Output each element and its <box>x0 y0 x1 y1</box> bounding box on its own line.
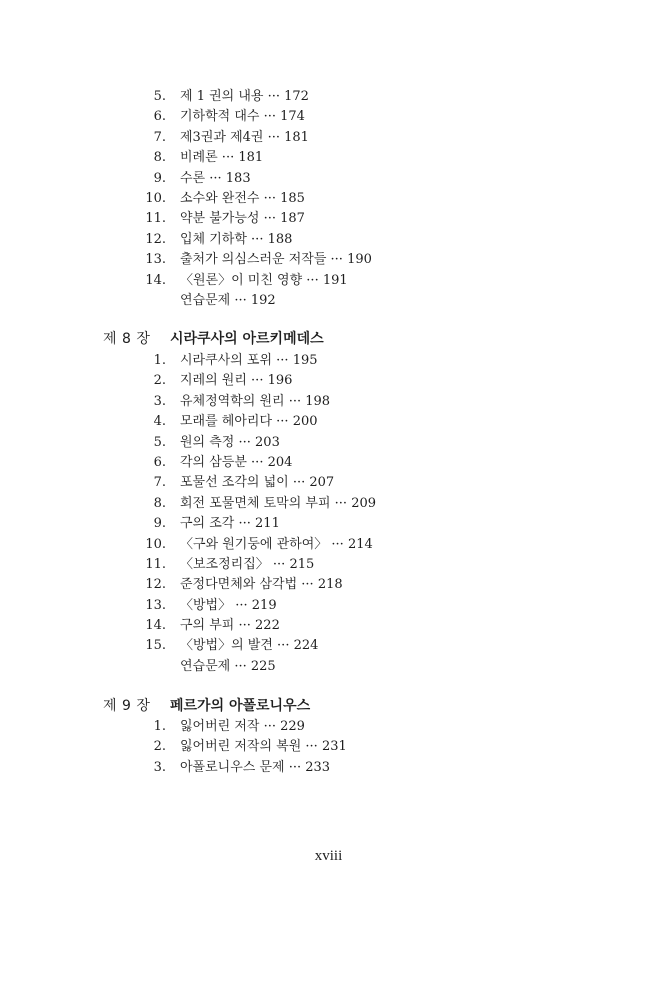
toc-entry-exercises <box>0 291 657 311</box>
toc-entry <box>0 87 657 107</box>
entry-number: 8. <box>153 150 166 166</box>
entry-number: 9. <box>153 170 166 186</box>
entry-text: 구의 조각 ··· 211 <box>180 516 280 532</box>
toc-entry <box>0 453 657 473</box>
entry-number: 3. <box>153 759 166 775</box>
toc-section-ch9 <box>0 717 657 778</box>
entry-number: 10. <box>145 536 166 552</box>
entry-text: 아폴로니우스 문제 ··· 233 <box>180 759 331 775</box>
entry-text: 원의 측정 ··· 203 <box>180 434 280 450</box>
entry-text: 구의 부피 ··· 222 <box>180 618 280 634</box>
toc-entry <box>0 148 657 168</box>
entry-text: 포물선 조각의 넓이 ··· 207 <box>180 475 335 491</box>
entry-number: 1. <box>153 353 166 368</box>
entry-text: 제3권과 제4권 ··· 181 <box>180 129 309 145</box>
entry-text: 비례론 ··· 181 <box>180 150 264 166</box>
toc-entry <box>0 230 657 250</box>
toc-entry <box>0 616 657 636</box>
entry-number: 15. <box>145 638 166 654</box>
entry-text: 〈보조정리집〉 ··· 215 <box>180 556 315 572</box>
chapter-label: 제 8 장 <box>103 331 151 347</box>
toc-entry <box>0 758 657 778</box>
entry-text: 〈구와 원기둥에 관하여〉 ··· 214 <box>180 536 373 552</box>
entry-number: 5. <box>153 434 166 450</box>
toc-entry-exercises <box>0 657 657 677</box>
page-number: xviii <box>314 848 343 864</box>
entry-text: 유체정역학의 원리 ··· 198 <box>180 393 331 409</box>
toc-entry <box>0 107 657 127</box>
entry-number: 2. <box>153 373 166 389</box>
entry-text: 소수와 완전수 ··· 185 <box>180 190 305 206</box>
entry-number: 9. <box>153 516 166 532</box>
entry-text: 회전 포물면체 토막의 부피 ··· 209 <box>180 495 377 511</box>
entry-text: 준정다면체와 삼각법 ··· 218 <box>180 577 343 593</box>
entry-text: 연습문제 ··· 192 <box>180 292 276 308</box>
toc-entry <box>0 596 657 616</box>
entry-text: 각의 삼등분 ··· 204 <box>180 454 293 470</box>
entry-text: 약분 불가능성 ··· 187 <box>180 211 305 227</box>
toc-entry <box>0 371 657 391</box>
toc-entry <box>0 351 657 371</box>
entry-number: 1. <box>153 719 166 734</box>
entry-text: 〈원론〉이 미친 영향 ··· 191 <box>180 272 348 288</box>
entry-number: 11. <box>145 211 166 227</box>
toc-entry <box>0 169 657 189</box>
toc-entry <box>0 412 657 432</box>
entry-number: 4. <box>153 414 166 430</box>
entry-text: 잃어버린 저작 ··· 229 <box>180 719 305 734</box>
entry-number: 3. <box>153 393 166 409</box>
entry-number: 5. <box>153 89 166 104</box>
entry-number: 12. <box>145 231 166 247</box>
chapter-heading <box>0 695 657 717</box>
entry-number: 13. <box>145 597 166 613</box>
toc-entry <box>0 250 657 270</box>
entry-number: 14. <box>145 618 166 634</box>
entry-number: 8. <box>153 495 166 511</box>
toc-entry <box>0 535 657 555</box>
entry-text: 지레의 원리 ··· 196 <box>180 373 293 389</box>
entry-text: 제 1 권의 내용 ··· 172 <box>180 89 309 104</box>
chapter-title: 시라쿠사의 아르키메데스 <box>170 331 324 347</box>
toc-entry <box>0 737 657 757</box>
toc-entry <box>0 189 657 209</box>
chapter-heading <box>0 328 657 350</box>
entry-text: 수론 ··· 183 <box>180 170 251 186</box>
entry-text: 잃어버린 저작의 복원 ··· 231 <box>180 739 347 755</box>
entry-number: 6. <box>153 109 166 125</box>
entry-text: 입체 기하학 ··· 188 <box>180 231 293 247</box>
toc-section-ch8 <box>0 351 657 677</box>
entry-number: 11. <box>145 556 166 572</box>
toc-section-ch7-continued <box>0 87 657 311</box>
toc-entry <box>0 717 657 737</box>
toc-entry <box>0 392 657 412</box>
entry-text: 연습문제 ··· 225 <box>180 658 276 674</box>
toc-entry <box>0 514 657 534</box>
entry-number: 7. <box>153 475 166 491</box>
toc-entry <box>0 473 657 493</box>
toc-entry <box>0 271 657 291</box>
toc-entry <box>0 209 657 229</box>
entry-text: 시라쿠사의 포위 ··· 195 <box>180 353 318 368</box>
entry-number: 13. <box>145 252 166 268</box>
entry-text: 기하학적 대수 ··· 174 <box>180 109 305 125</box>
entry-number: 2. <box>153 739 166 755</box>
entry-text: 〈방법〉의 발견 ··· 224 <box>180 638 319 654</box>
entry-number: 14. <box>145 272 166 288</box>
toc-entry <box>0 494 657 514</box>
toc-entry <box>0 575 657 595</box>
entry-number: 7. <box>153 129 166 145</box>
entry-number: 12. <box>145 577 166 593</box>
chapter-title: 페르가의 아폴로니우스 <box>170 698 311 714</box>
entry-text: 출처가 의심스러운 저작들 ··· 190 <box>180 252 372 268</box>
entry-text: 모래를 헤아리다 ··· 200 <box>180 414 318 430</box>
toc-entry <box>0 555 657 575</box>
toc-entry <box>0 433 657 453</box>
chapter-label: 제 9 장 <box>103 698 151 714</box>
toc-entry <box>0 636 657 656</box>
entry-number: 10. <box>145 190 166 206</box>
entry-text: 〈방법〉 ··· 219 <box>180 597 277 613</box>
toc-entry <box>0 128 657 148</box>
entry-number: 6. <box>153 454 166 470</box>
